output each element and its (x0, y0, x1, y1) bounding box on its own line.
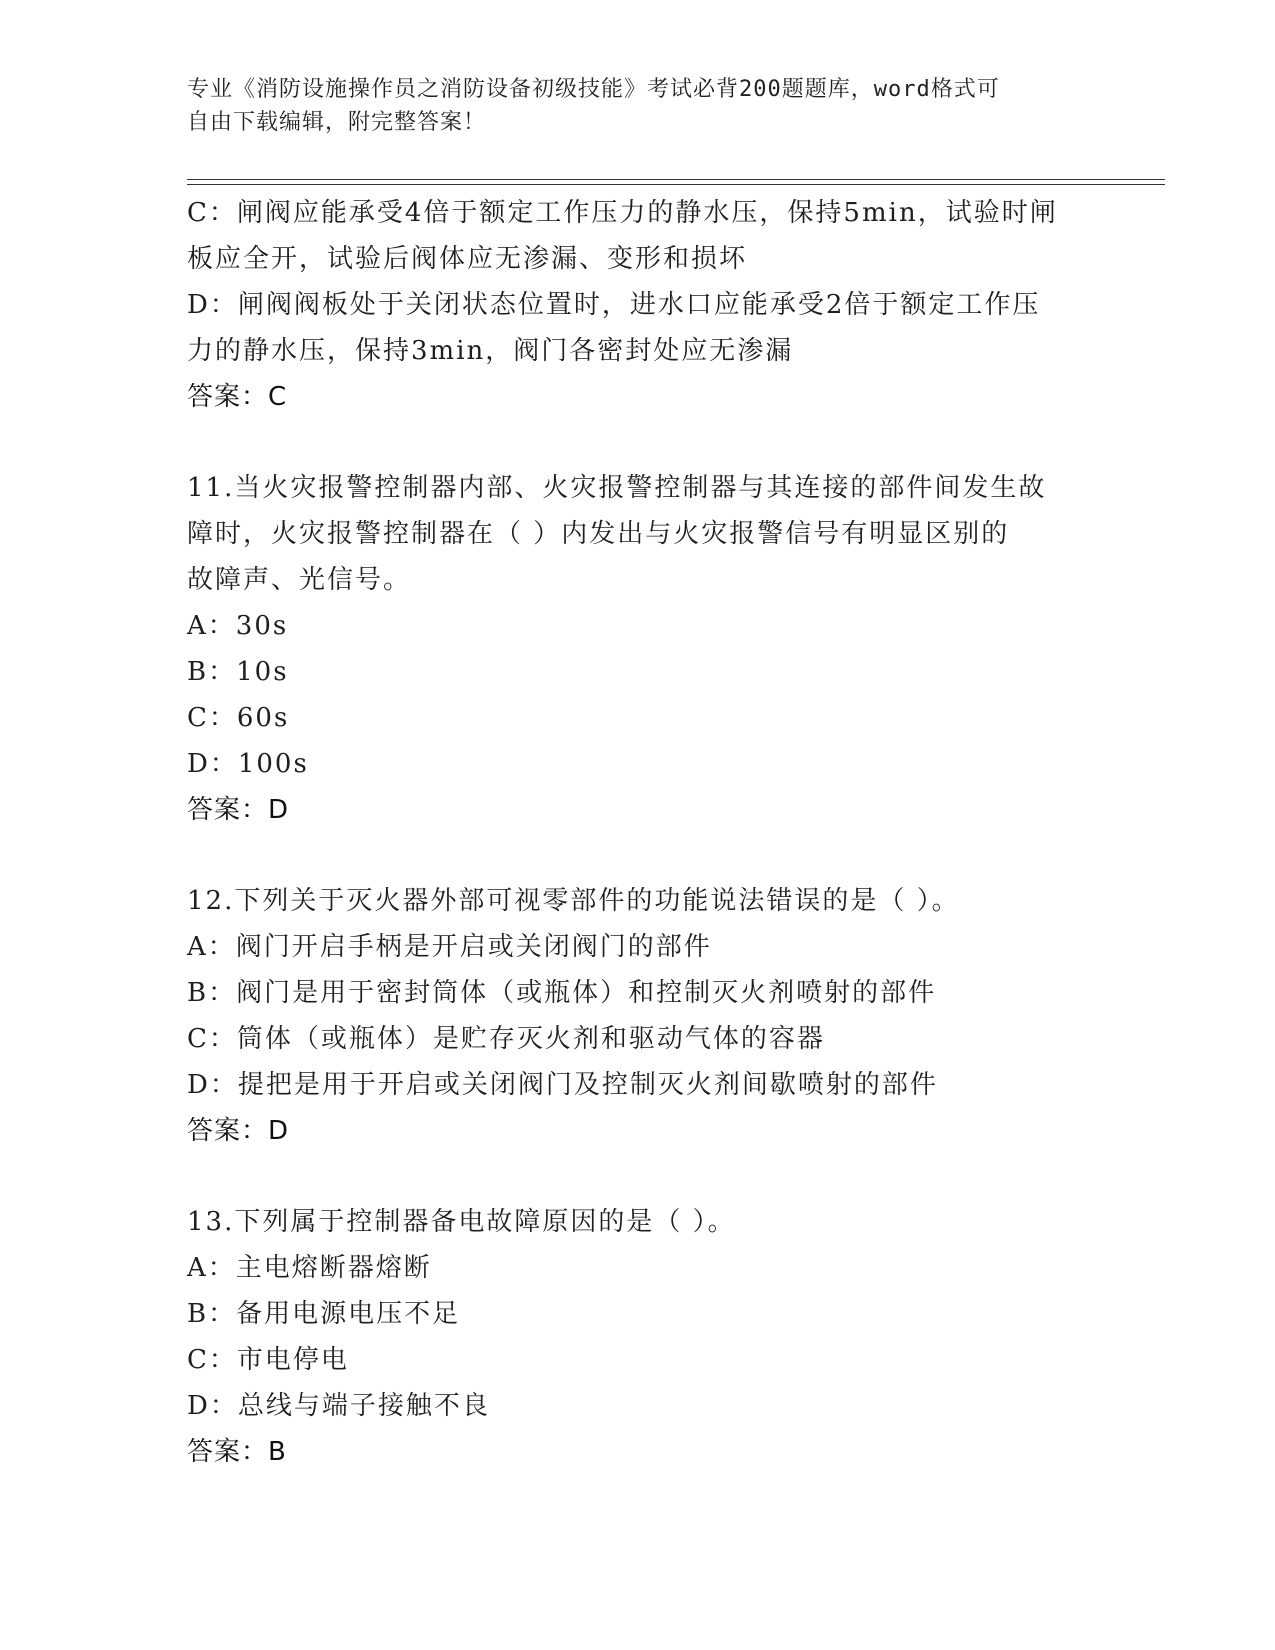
header-divider-top (187, 179, 1165, 180)
question-stem-line: 11.当火灾报警控制器内部、火灾报警控制器与其连接的部件间发生故 (187, 473, 1047, 503)
option-d-line-1: D：闸阀阀板处于关闭状态位置时，进水口应能承受2倍于额定工作压 (187, 290, 1041, 320)
option-a: A：30s (187, 611, 289, 641)
question-stem-line: 12.下列关于灭火器外部可视零部件的功能说法错误的是（ ）。 (187, 886, 960, 916)
option-a: A：阀门开启手柄是开启或关闭阀门的部件 (187, 932, 712, 962)
option-c-line-2: 板应全开，试验后阀体应无渗漏、变形和损坏 (187, 244, 748, 274)
option-b: B：备用电源电压不足 (187, 1299, 461, 1329)
question-spacer (187, 420, 1087, 465)
question-13 (187, 1199, 1087, 1475)
question-list (187, 190, 1087, 1475)
answer-line: 答案：D (187, 1116, 290, 1146)
document-header (187, 73, 1087, 139)
header-title-line-2: 自由下载编辑，附完整答案！ (187, 110, 487, 135)
question-stem-line: 故障声、光信号。 (187, 565, 412, 595)
header-divider-bottom (187, 184, 1165, 185)
answer-line: 答案：C (187, 382, 288, 412)
option-c-line-1: C：闸阀应能承受4倍于额定工作压力的静水压，保持5min，试验时闸 (187, 198, 1058, 228)
question-stem-line: 13.下列属于控制器备电故障原因的是（ ）。 (187, 1207, 736, 1237)
option-d-line-2: 力的静水压，保持3min，阀门各密封处应无渗漏 (187, 336, 794, 366)
option-d: D：100s (187, 749, 309, 779)
header-title-line-1: 专业《消防设施操作员之消防设备初级技能》考试必背200题题库，word格式可 (187, 77, 1000, 102)
question-12 (187, 878, 1087, 1154)
option-b: B：阀门是用于密封筒体（或瓶体）和控制灭火剂喷射的部件 (187, 978, 937, 1008)
question-stem-line: 障时，火灾报警控制器在（ ）内发出与火灾报警信号有明显区别的 (187, 519, 1010, 549)
option-b: B：10s (187, 657, 289, 687)
option-c: C：60s (187, 703, 290, 733)
option-a: A：主电熔断器熔断 (187, 1253, 432, 1283)
answer-line: 答案：B (187, 1437, 287, 1467)
previous-question-tail (187, 190, 1087, 420)
option-c: C：市电停电 (187, 1345, 349, 1375)
option-d: D：提把是用于开启或关闭阀门及控制灭火剂间歇喷射的部件 (187, 1070, 938, 1100)
answer-line: 答案：D (187, 795, 290, 825)
question-spacer (187, 833, 1087, 878)
question-11 (187, 465, 1087, 833)
option-c: C：筒体（或瓶体）是贮存灭火剂和驱动气体的容器 (187, 1024, 825, 1054)
question-spacer (187, 1154, 1087, 1199)
option-d: D：总线与端子接触不良 (187, 1391, 490, 1421)
